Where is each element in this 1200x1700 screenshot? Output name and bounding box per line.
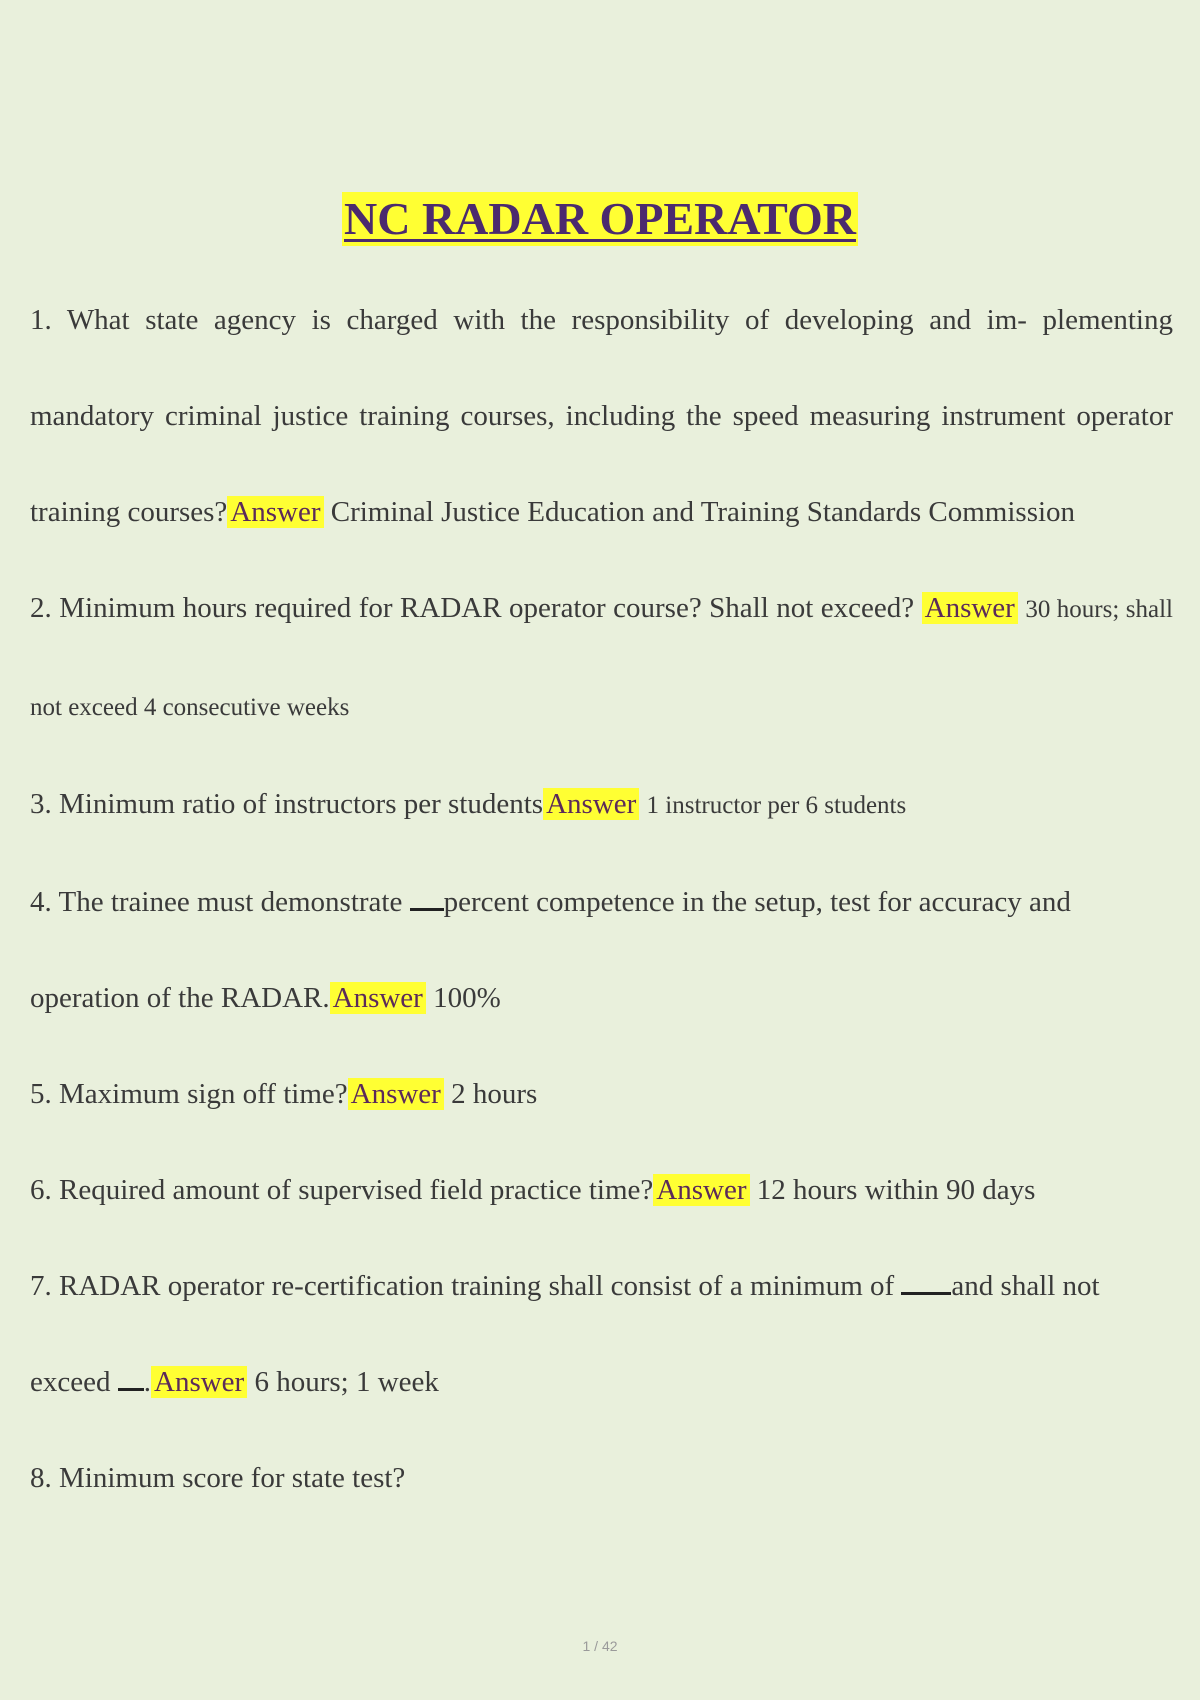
question-text: What state agency is charged with the responsibility of developing and im- plementing mandatory criminal justice training courses, including the speed measuring instrument operator training courses?	[30, 304, 1173, 528]
question-4	[30, 854, 1173, 1046]
title-container	[0, 192, 1200, 246]
question-1	[30, 272, 1173, 560]
answer-text: 30 hours; shall not exceed 4 consecutive weeks	[30, 596, 1174, 721]
question-number: 4.	[30, 886, 52, 918]
question-list	[30, 272, 1173, 1526]
answer-highlight: Answer	[653, 1174, 749, 1206]
fill-in-blank	[901, 1292, 951, 1295]
question-text: .	[143, 1366, 151, 1398]
answer-highlight: Answer	[227, 496, 323, 528]
question-number: 8.	[30, 1462, 52, 1494]
page-number: 1 / 42	[582, 1638, 618, 1654]
question-text: Required amount of supervised field practice time?	[59, 1174, 654, 1206]
question-text: Minimum hours required for RADAR operator course? Shall not exceed?	[59, 592, 915, 624]
question-text: and shall not exceed	[30, 1270, 1100, 1398]
question-number: 2.	[30, 592, 52, 624]
question-6	[30, 1142, 1173, 1238]
question-8	[30, 1430, 1173, 1526]
question-number: 7.	[30, 1270, 52, 1302]
question-text: Minimum score for state test?	[59, 1462, 406, 1494]
question-number: 6.	[30, 1174, 52, 1206]
question-text: The trainee must demonstrate	[58, 886, 403, 918]
question-number: 5.	[30, 1078, 52, 1110]
fill-in-blank	[410, 908, 444, 911]
document-title: NC RADAR OPERATOR	[344, 193, 856, 244]
question-text: RADAR operator re-certification training shall consist of a minimum of	[59, 1270, 895, 1302]
question-text: Minimum ratio of instructors per students	[59, 788, 544, 820]
answer-text: 1 instructor per 6 students	[646, 792, 907, 819]
question-3	[30, 756, 1173, 854]
question-number: 1.	[30, 304, 52, 336]
answer-highlight: Answer	[330, 982, 426, 1014]
answer-text: Criminal Justice Education and Training Standards Commission	[330, 496, 1076, 528]
question-5	[30, 1046, 1173, 1142]
answer-highlight: Answer	[922, 592, 1018, 624]
answer-text: 6 hours; 1 week	[254, 1366, 439, 1398]
answer-text: 12 hours within 90 days	[756, 1174, 1036, 1206]
answer-highlight: Answer	[543, 788, 639, 820]
fill-in-blank	[118, 1388, 144, 1391]
question-7	[30, 1238, 1173, 1430]
answer-highlight: Answer	[151, 1366, 247, 1398]
question-text: percent competence in the setup, test for accuracy and operation of the RADAR.	[30, 886, 1071, 1014]
question-text: Maximum sign off time?	[59, 1078, 348, 1110]
question-2	[30, 560, 1173, 756]
answer-text: 100%	[433, 982, 501, 1014]
question-number: 3.	[30, 788, 52, 820]
answer-text: 2 hours	[451, 1078, 538, 1110]
answer-highlight: Answer	[348, 1078, 444, 1110]
